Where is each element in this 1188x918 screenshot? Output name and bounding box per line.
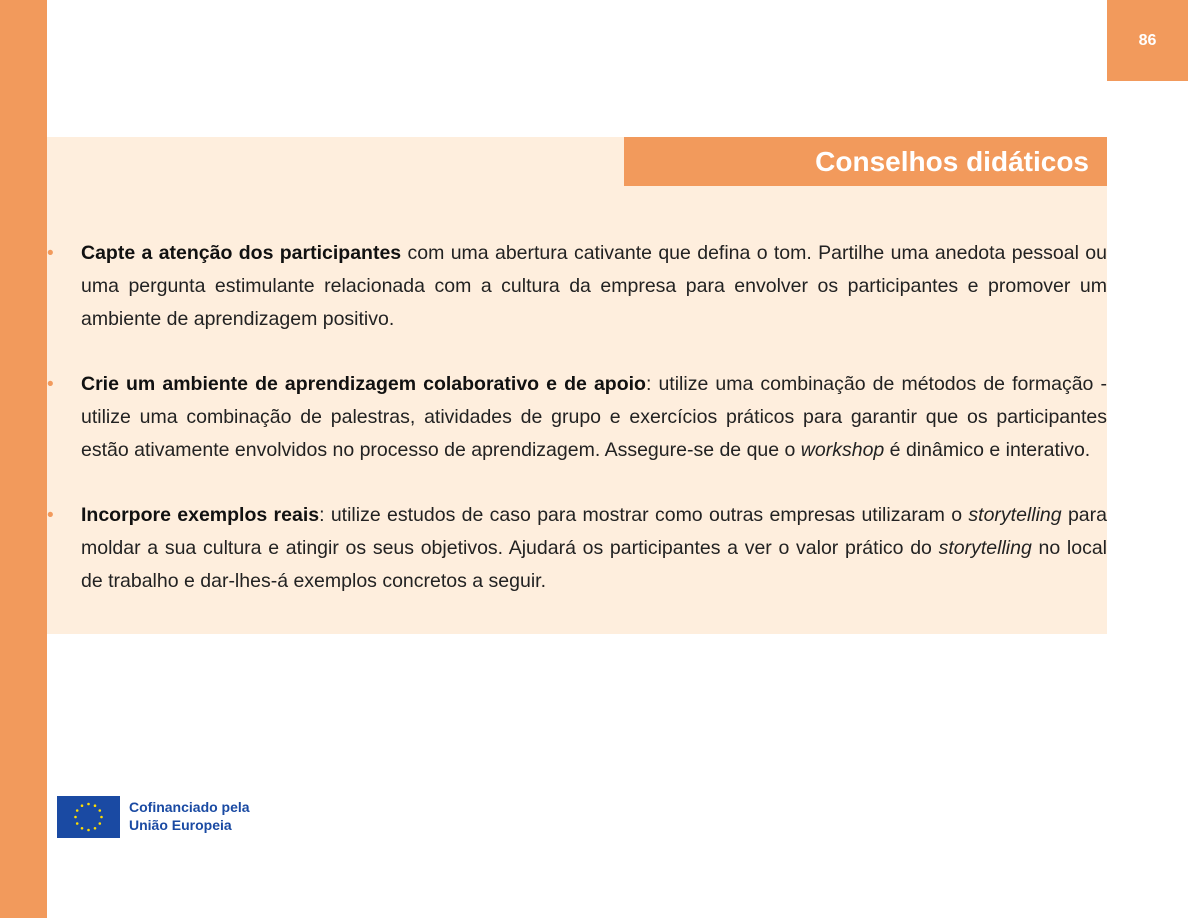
bullet-text: : utilize estudos de caso para mostrar como outras empresas utilizaram o [319,504,969,526]
left-accent-bar [0,0,47,918]
bullet-italic-term: storytelling [968,504,1062,526]
tips-list [47,237,1107,630]
bullet-text: : utilize uma combinação de métodos de formação - utilize uma combinação de palestras, atividades de grupo e exercícios práticos para garantir que os participantes estão ativamente envolvidos no processo de aprendizagem. Assegure-se de que o [81,373,1107,461]
bullet-text: é dinâmico e interativo. [884,439,1091,461]
bullet-italic-term: storytelling [938,537,1032,559]
eu-label-line2: União Europeia [129,817,232,833]
eu-label-line1: Cofinanciado pela [129,799,250,815]
eu-cofunding-label [129,798,250,834]
page-number-badge [1107,0,1188,81]
bullet-icon: • [47,505,54,526]
bullet-icon: • [47,243,54,264]
eu-flag-icon [57,796,120,838]
bullet-text: no local de trabalho e dar-lhes-á exemplos concretos a seguir. [81,537,1107,592]
bullet-italic-term: workshop [800,439,885,461]
list-item [47,499,1107,598]
eu-flag-stars [57,796,120,838]
list-item [47,368,1107,467]
list-item [47,237,1107,336]
bullet-icon: • [47,374,54,395]
section-title-banner [624,137,1107,186]
bullet-text: com uma abertura cativante que defina o tom. Partilhe uma anedota pessoal ou uma pergunta estimulante relacionada com a cultura da empresa para envolver os participantes e promover um ambiente de aprendizagem positivo. [81,242,1107,330]
bullet-heading: Crie um ambiente de aprendizagem colaborativo e de apoio [81,373,646,395]
section-title: Conselhos didáticos [815,145,1089,177]
bullet-text: para moldar a sua cultura e atingir os seus objetivos. Ajudará os participantes a ver o valor prático do [81,504,1107,559]
page-number: 86 [1138,31,1157,49]
bullet-heading: Capte a atenção dos participantes [81,242,402,264]
bullet-heading: Incorpore exemplos reais [81,504,320,526]
